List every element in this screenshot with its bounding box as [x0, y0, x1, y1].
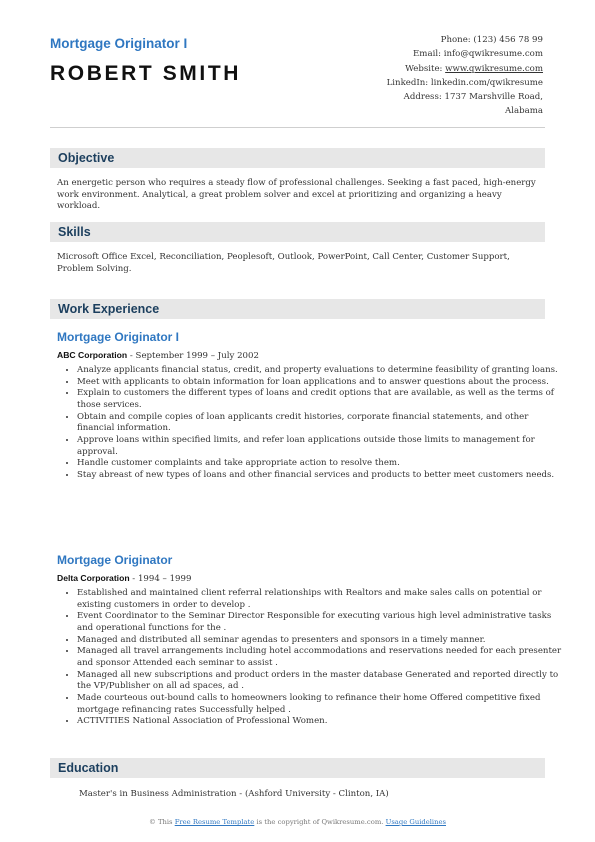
section-heading-skills: Skills [50, 222, 545, 242]
list-item: • Stay abreast of new types of loans and other financial services and products to better meet customers needs. [77, 470, 562, 482]
contact-block [323, 33, 543, 119]
job-1-company: ABC Corporation [57, 350, 128, 360]
header-divider [50, 127, 545, 128]
contact-address-line1: Address: 1737 Marshville Road, [403, 92, 543, 103]
website-label: Website: [405, 63, 446, 74]
list-item: • Event Coordinator to the Seminar Director Responsible for executing various high level administrative tasks and operational functions for the . [77, 611, 562, 634]
list-item: • Analyze applicants financial status, credit, and property evaluations to determine feasibility of granting loans. [77, 365, 562, 377]
job-2-company: Delta Corporation [57, 573, 130, 583]
footer-prefix: © This [148, 818, 175, 826]
list-item: • Meet with applicants to obtain information for loan applications and to answer questions about the process. [77, 377, 562, 389]
footer [0, 818, 595, 826]
contact-phone: Phone: (123) 456 78 99 [440, 35, 543, 45]
list-item: • Handle customer complaints and take appropriate action to resolve them. [77, 458, 562, 470]
free-resume-template-link[interactable]: Free Resume Template [174, 818, 255, 826]
contact-linkedin: LinkedIn: linkedin.com/qwikresume [386, 77, 543, 88]
section-heading-education: Education [50, 758, 545, 778]
education-entry: Master's in Business Administration - (Ashford University - Clinton, IA) [79, 789, 389, 799]
list-item: • Managed all travel arrangements including hotel accommodations and reservations needed for each presenter and sponsor Attended each seminar to assist . [77, 646, 562, 669]
contact-email: Email: info@qwikresume.com [413, 49, 543, 60]
skills-text: Microsoft Office Excel, Reconciliation, Peoplesoft, Outlook, PowerPoint, Call Center, Customer Support, Problem Solving. [57, 252, 510, 274]
job-1-bullets [57, 365, 562, 482]
list-item: • Approve loans within specified limits, and refer loan applications outside those limits to management for approval. [77, 435, 562, 458]
section-heading-objective: Objective [50, 148, 545, 168]
list-item: • ACTIVITIES National Association of Professional Women. [77, 716, 562, 728]
job-title: Mortgage Originator I [50, 36, 188, 51]
footer-middle: is the copyright of Qwikresume.com. [254, 818, 386, 826]
job-2-dates: - 1994 – 1999 [129, 574, 192, 584]
job-2-company-line [57, 573, 191, 584]
list-item: • Established and maintained client referral relationships with Realtors and make sales calls on potential or existing customers in order to develop . [77, 588, 562, 611]
list-item: • Made courteous out-bound calls to homeowners looking to refinance their home Offered competitive fixed mortgage refinancing rates Successfully helped . [77, 693, 562, 716]
contact-address-line2: Alabama [505, 106, 543, 117]
job-1-company-line [57, 350, 259, 361]
job-2-bullets [57, 588, 562, 728]
list-item: • Managed all new subscriptions and product orders in the master database Generated and reported directly to the VP/Publisher on all ad spaces, ad . [77, 670, 562, 693]
list-item: • Managed and distributed all seminar agendas to presenters and sponsors in a timely manner. [77, 635, 562, 647]
job-2-title: Mortgage Originator [57, 553, 173, 567]
job-1-title: Mortgage Originator I [57, 330, 180, 344]
objective-text: An energetic person who requires a steady flow of professional challenges. Seeking a fast paced, high-energy work environment. Analytical, a great problem solver and excel at prioritizing and organizing a heavy workload. [57, 178, 536, 212]
usage-guidelines-link[interactable]: Usage Guidelines [385, 818, 446, 826]
candidate-name: ROBERT SMITH [50, 62, 242, 85]
list-item: • Explain to customers the different types of loans and credit options that are available, as well as the terms of those services. [77, 388, 562, 411]
website-link[interactable]: www.qwikresume.com [445, 63, 543, 74]
job-1-dates: - September 1999 – July 2002 [127, 351, 259, 361]
section-heading-work-experience: Work Experience [50, 299, 545, 319]
contact-website [323, 62, 543, 76]
list-item: • Obtain and compile copies of loan applicants credit histories, corporate financial statements, and other financial information. [77, 412, 562, 435]
